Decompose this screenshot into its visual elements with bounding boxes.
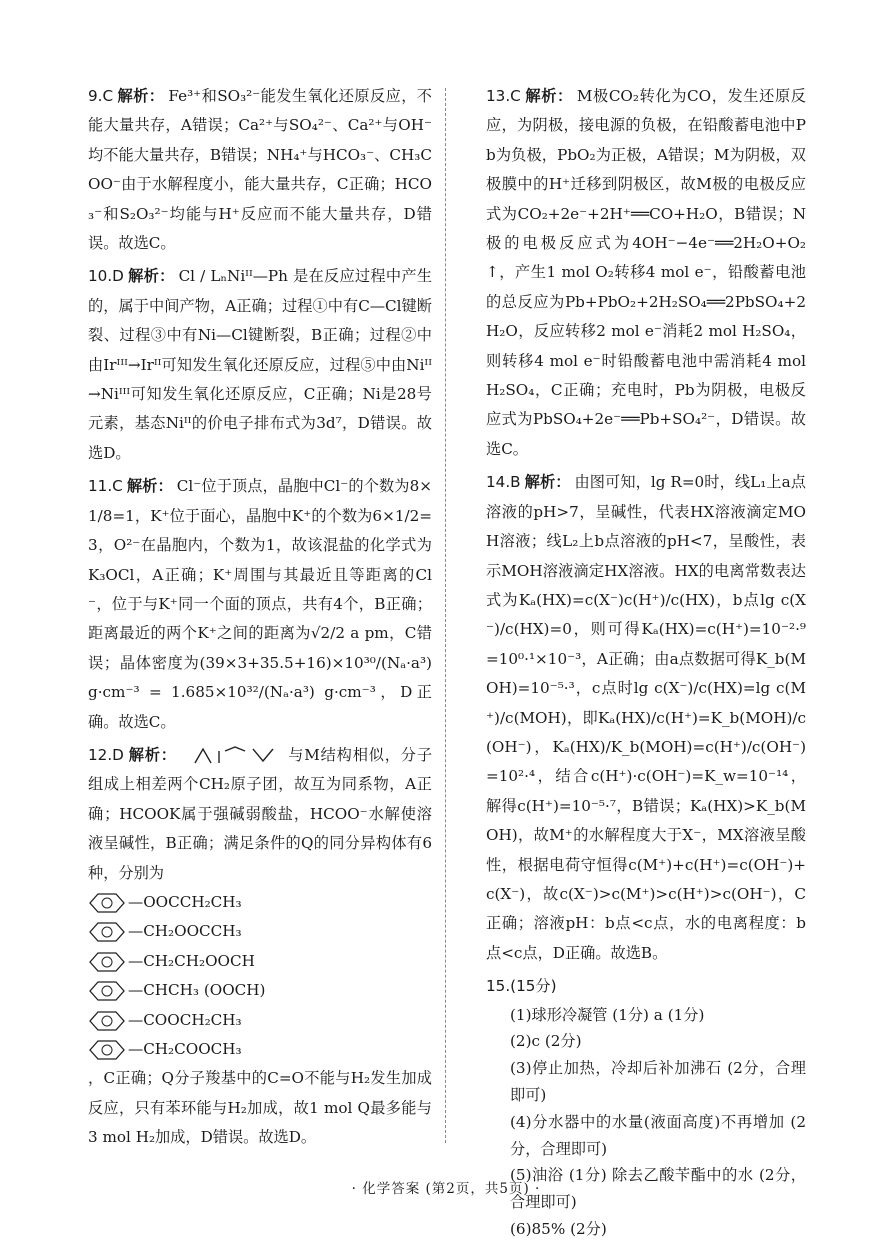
- question-12-text-a: 与M结构相似，分子组成上相差两个CH₂原子团，故互为同系物，A正确；HCOOK属于强碱弱酸盐，HCOO⁻水解使溶液呈碱性，B正确；满足条件的Q的同分异构体有6种，分别为: [88, 745, 433, 882]
- question-15-label: 15.(15分): [486, 977, 557, 996]
- column-divider: [445, 88, 446, 1143]
- analysis-tag: 解析：: [524, 87, 573, 105]
- question-10-text: 是在反应过程中产生的，属于中间产物，A正确；过程①中有C—Cl键断裂、过程③中有Ni—Cl键断裂，B正确；过程②中由Irᴵᴵᴵ→Irᴵᴵ可知发生氧化还原反应，过程⑤中由Niᴵᴵ→Niᴵᴵᴵ可知发生氧化还原反应，C正确；Ni是28号元素，基态Niᴵᴵ的价电子排布式为3d⁷，D错误。故选D。: [88, 267, 433, 462]
- question-10-label: 10.D: [88, 267, 124, 286]
- analysis-tag: 解析：: [127, 745, 177, 764]
- isomer-item: —CH₂CH₂OOCH: [88, 947, 432, 976]
- benzene-ring-icon: [88, 1010, 128, 1032]
- benzene-ring-icon: [88, 951, 128, 973]
- question-9-text: Fe³⁺和SO₃²⁻能发生氧化还原反应，不能大量共存，A错误；Ca²⁺与SO₄²⁻、Ca²⁺与OH⁻均不能大量共存，B错误；NH₄⁺与HCO₃⁻、CH₃COO⁻由于水解程度小，能大量共存，C正确；HCO₃⁻和S₂O₃²⁻均能与H⁺反应而不能大量共存，D错误。故选C。: [88, 87, 432, 253]
- question-14-label: 14.B: [486, 473, 521, 492]
- question-9-label: 9.C: [88, 87, 114, 105]
- question-12: [88, 741, 432, 1153]
- answer-item: (2)c (2分): [510, 1032, 582, 1051]
- right-column: [486, 82, 806, 1243]
- answer-item: (6)85% (2分): [510, 1219, 607, 1238]
- isomer-item: —OOCCH₂CH₃: [88, 888, 432, 917]
- question-13-text: M极CO₂转化为CO，发生还原反应，为阴极，接电源的负极，在铅酸蓄电池中Pb为负极，PbO₂为正极，A错误；M为阴极，双极膜中的H⁺迁移到阴极区，故M极的电极反应式为CO₂+2e⁻+2H⁺══CO+H₂O，B错误；N极的电极反应式为4OH⁻−4e⁻══2H₂O+O₂↑，产生1 mol O₂转移4 mol e⁻，铅酸蓄电池的总反应为Pb+PbO₂+2H₂SO₄══2PbSO₄+2H₂O，反应转移2 mol e⁻消耗2 mol H₂SO₄，则转移4 mol e⁻时铅酸蓄电池中需消耗4 mol H₂SO₄，C正确；充电时，Pb为阴极，电极反应式为PbSO₄+2e⁻══Pb+SO₄²⁻，D错误。故选C。: [486, 87, 806, 458]
- question-14: [486, 468, 806, 968]
- question-15: [486, 972, 806, 1243]
- question-11: [88, 472, 432, 737]
- isomer-list: [88, 888, 432, 1064]
- page-footer: · 化学答案 (第2页，共5页) ·: [351, 1181, 541, 1197]
- answer-item: (3)停止加热，冷却后补加沸石 (2分，合理即可): [510, 1059, 806, 1104]
- answer-item: (1)球形冷凝管 (1分) a (1分): [510, 1005, 705, 1024]
- analysis-tag: 解析：: [524, 473, 571, 492]
- benzene-ring-icon: [88, 1039, 128, 1061]
- isomer-item: —CH₂COOCH₃: [88, 1035, 432, 1064]
- question-10: [88, 262, 432, 468]
- question-12-label: 12.D: [88, 745, 124, 764]
- analysis-tag: 解析：: [117, 87, 165, 105]
- benzene-ring-icon: [88, 980, 128, 1002]
- isomer-item: —CH₂OOCCH₃: [88, 917, 432, 946]
- question-12-text-b: ，C正确；Q分子羧基中的C=O不能与H₂发生加成反应，只有苯环能与H₂加成，故1 mol Q最多能与3 mol H₂加成，D错误。故选D。: [88, 1069, 432, 1147]
- analysis-tag: 解析：: [126, 477, 173, 496]
- analysis-tag: 解析：: [127, 267, 175, 286]
- question-14-text: 由图可知，lg R=0时，线L₁上a点溶液的pH>7，呈碱性，代表HX溶液滴定MOH溶液；线L₂上b点溶液的pH<7，呈酸性，表示MOH溶液滴定HX溶液。HX的电离常数表达式为Kₐ(HX)=c(X⁻)c(H⁺)/c(HX)，b点lg c(X⁻)/c(HX)=0，则可得Kₐ(HX)=c(H⁺)=10⁻²·⁹=10⁰·¹×10⁻³，A正确；由a点数据可得K_b(MOH)=10⁻⁵·³，c点时lg c(X⁻)/c(HX)=lg c(M⁺)/c(MOH)，即Kₐ(HX)/c(H⁺)=K_b(MOH)/c(OH⁻)，Kₐ(HX)/K_b(MOH)=c(H⁺)/c(OH⁻)=10²·⁴，结合c(H⁺)·c(OH⁻)=K_w=10⁻¹⁴，解得c(H⁺)=10⁻⁵·⁷，B错误；Kₐ(HX)>K_b(MOH)，故M⁺的水解程度大于X⁻，MX溶液呈酸性，根据电荷守恒得c(M⁺)+c(H⁺)=c(OH⁻)+c(X⁻)，故c(X⁻)>c(M⁺)>c(H⁺)>c(OH⁻)，C正确；溶液pH：b点<c点，水的电离程度：b点<c点，D正确。故选B。: [486, 473, 806, 962]
- isomer-item: —COOCH₂CH₃: [88, 1006, 432, 1035]
- question-11-text: Cl⁻位于顶点，晶胞中Cl⁻的个数为8×1/8=1，K⁺位于面心，晶胞中K⁺的个数为6×1/2=3，O²⁻在晶胞内，个数为1，故该混盐的化学式为K₃OCl，A正确；K⁺周围与其最近且等距离的Cl⁻，位于与K⁺同一个面的顶点，共有4个，B正确；距离最近的两个K⁺之间的距离为√2/2 a pm，C错误；晶体密度为(39×3+35.5+16)×10³⁰/(Nₐ·a³) g·cm⁻³ = 1.685×10³²/(Nₐ·a³) g·cm⁻³，D正确。故选C。: [88, 477, 432, 731]
- diene-structure-icon: [191, 745, 279, 767]
- benzene-ring-icon: [88, 892, 128, 914]
- question-9: [88, 82, 432, 258]
- isomer-item: —CHCH₃ (OOCH): [88, 976, 432, 1005]
- question-13: [486, 82, 806, 464]
- answer-item: (5)油浴 (1分) 除去乙酸苄酯中的水 (2分，合理即可): [510, 1166, 806, 1212]
- left-column: [88, 82, 432, 1153]
- answer-item: (4)分水器中的水量(液面高度)不再增加 (2分，合理即可): [510, 1112, 806, 1158]
- question-13-label: 13.C: [486, 87, 521, 105]
- nickel-structure: Cl / LₙNiᴵᴵ—Ph: [178, 267, 288, 286]
- benzene-ring-icon: [88, 921, 128, 943]
- question-11-label: 11.C: [88, 477, 123, 496]
